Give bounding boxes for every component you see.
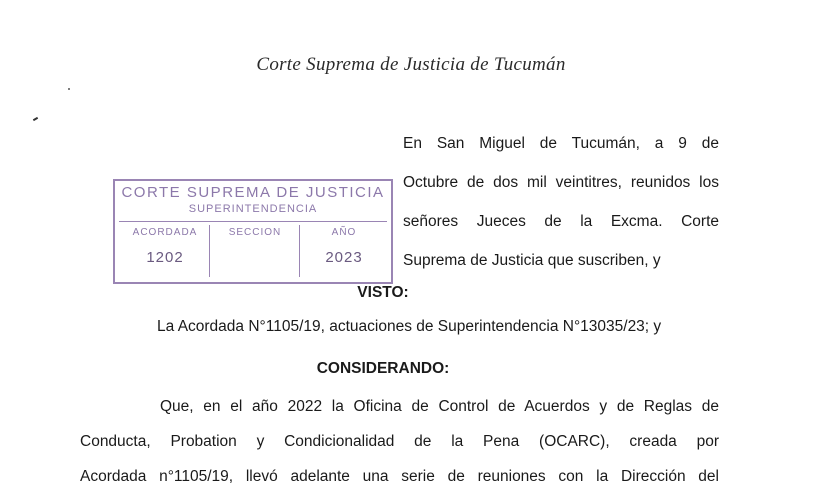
- stamp-acordada-value: 1202: [146, 249, 184, 266]
- visto-heading: VISTO:: [357, 284, 409, 301]
- visto-text: La Acordada N°1105/19, actuaciones de Superintendencia N°13035/23; y: [157, 318, 662, 335]
- stamp-divider: [119, 221, 387, 222]
- paper-specks: [30, 88, 40, 128]
- body-line: Acordada n°1105/19, llevó adelante una serie de reuniones con la Dirección del: [80, 468, 719, 485]
- considerando-heading: CONSIDERANDO:: [316, 360, 450, 377]
- stamp-anio-label: AÑO: [331, 227, 357, 238]
- stamp-seccion-cell: [211, 225, 300, 277]
- stamp-acordada-cell: [121, 225, 210, 277]
- stamp-anio-cell: [301, 225, 387, 277]
- stamp-seccion-label: SECCION: [228, 227, 282, 238]
- intro-paragraph: [403, 124, 719, 280]
- intro-line: Octubre de dos mil veintitres, reunidos los: [403, 174, 719, 191]
- stamp-acordada-label: ACORDADA: [132, 227, 198, 238]
- considerando-paragraph: [80, 389, 719, 494]
- body-line: Que, en el año 2022 la Oficina de Control de Acuerdos y de Reglas de: [160, 398, 719, 415]
- speck: [68, 88, 70, 90]
- stamp-subtitle: SUPERINTENDENCIA: [188, 203, 318, 215]
- stamp-title: CORTE SUPREMA DE JUSTICIA: [121, 184, 385, 201]
- body-line: Conducta, Probation y Condicionalidad de la Pena (OCARC), creada por: [80, 433, 719, 450]
- speck: [33, 117, 38, 121]
- registry-stamp: [113, 179, 393, 284]
- stamp-anio-value: 2023: [325, 249, 363, 266]
- intro-line: Suprema de Justicia que suscriben, y: [403, 252, 661, 269]
- court-letterhead: Corte Suprema de Justicia de Tucumán: [256, 54, 566, 75]
- intro-line: señores Jueces de la Excma. Corte: [403, 213, 719, 230]
- intro-line: En San Miguel de Tucumán, a 9 de: [403, 135, 719, 152]
